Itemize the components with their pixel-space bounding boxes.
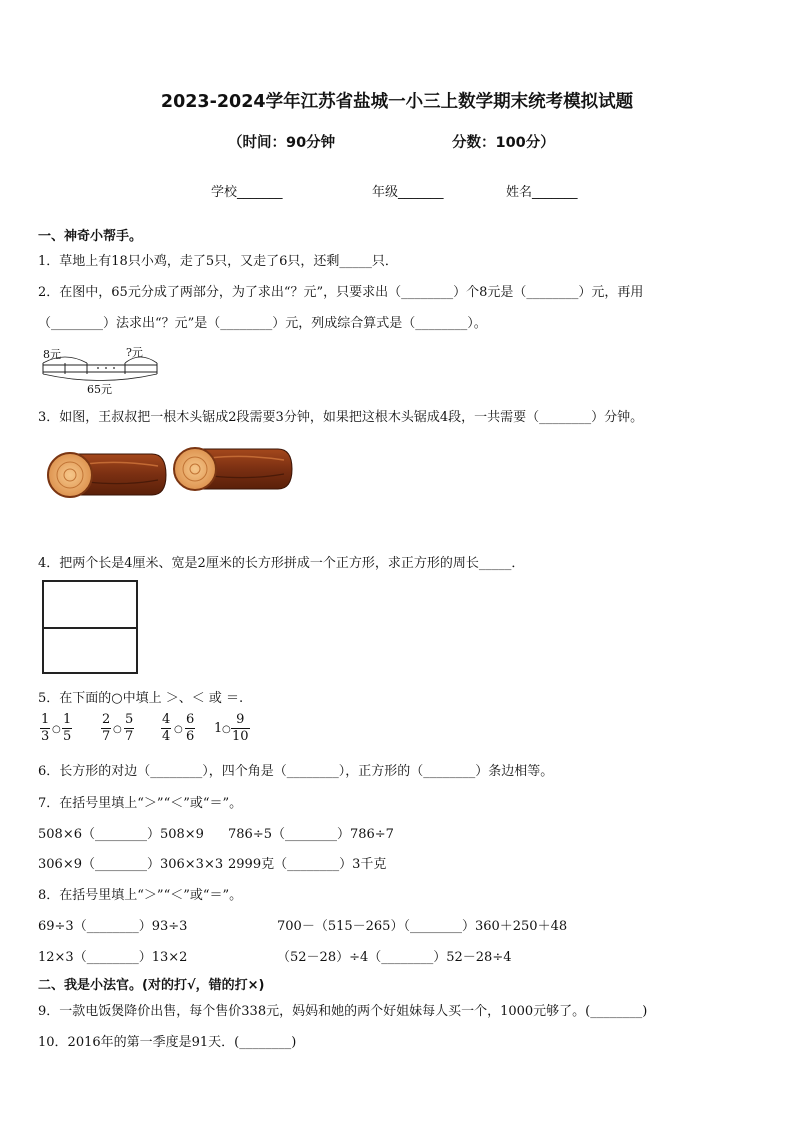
question-9: 9．一款电饭煲降价出售，每个售价338元，妈妈和她的两个好姐妹每人买一个，1000元够了。(________)	[38, 1004, 648, 1019]
question-1: 1．草地上有18只小鸡，走了5只，又走了6只，还剩_____只．	[38, 254, 398, 269]
logs-illustration	[40, 440, 300, 506]
fraction-a2: $\frac{1}{5}$	[63, 712, 72, 744]
compare-circle-d[interactable]: ○	[222, 724, 231, 735]
name-field: 姓名_______	[506, 185, 578, 200]
question-4: 4．把两个长是4厘米、宽是2厘米的长方形拼成一个正方形，求正方形的周长_____．	[38, 556, 525, 571]
question-8-row-1-a: 69÷3（________）93÷3	[38, 919, 188, 934]
question-5: 5．在下面的○中填上 ＞、＜ 或 ＝.	[38, 691, 244, 706]
question-8-row-2-a: 12×3（________）13×2	[38, 950, 188, 965]
segment-diagram	[40, 343, 170, 397]
question-3: 3．如图，王叔叔把一根木头锯成2段需要3分钟，如果把这根木头锯成4段，一共需要（________）分钟。	[38, 410, 644, 425]
question-2-line-1: 2．在图中，65元分成了两部分，为了求出“？元”，只要求出（________）个8元是（________）元，再用	[38, 285, 644, 300]
label-question-yuan: ?元	[126, 346, 143, 359]
question-7: 7．在括号里填上“＞”“＜”或“＝”。	[38, 796, 243, 811]
section-1-heading: 一、神奇小帮手。	[38, 229, 143, 244]
question-7-row-2-a: 306×9（________）306×3×3	[38, 857, 224, 872]
rectangle-top	[42, 580, 138, 629]
whole-number-d1: 1	[214, 721, 223, 736]
exam-title: 2023-2024学年江苏省盐城一小三上数学期末统考模拟试题	[160, 92, 634, 112]
question-8-row-1-b: 700－（515－265）（________）360＋250＋48	[277, 919, 568, 934]
log-left	[48, 453, 166, 497]
question-8-row-2-b: （52－28）÷4（________）52－28÷4	[277, 950, 512, 965]
logs-svg	[40, 440, 300, 506]
question-7-row-2-b: 2999克（________）3千克	[228, 857, 387, 872]
score-label: 分数：100分）	[452, 135, 555, 151]
question-6: 6．长方形的对边（________），四个角是（________），正方形的（________）条边相等。	[38, 764, 554, 779]
section-2-heading: 二、我是小法官。(对的打√，错的打×)	[38, 978, 265, 993]
grade-field: 年级_______	[372, 185, 444, 200]
fraction-b1: $\frac{2}{7}$	[102, 712, 111, 744]
compare-circle-c[interactable]: ○	[174, 724, 183, 735]
fraction-d2: $\frac{9}{10}$	[232, 712, 249, 744]
label-8-yuan: 8元	[43, 348, 61, 361]
school-field: 学校_______	[211, 185, 283, 200]
fraction-a1: $\frac{1}{3}$	[41, 712, 50, 744]
fraction-c2: $\frac{6}{6}$	[186, 712, 195, 744]
log-right	[174, 448, 292, 490]
stacked-rectangles	[42, 580, 137, 676]
fraction-c1: $\frac{4}{4}$	[162, 712, 171, 744]
fraction-b2: $\frac{5}{7}$	[125, 712, 134, 744]
time-label: （时间：90分钟	[228, 135, 336, 151]
brace-total	[43, 374, 157, 381]
question-8: 8．在括号里填上“＞”“＜”或“＝”。	[38, 888, 243, 903]
question-10: 10．2016年的第一季度是91天．(________)	[38, 1035, 297, 1050]
question-2-line-2: （________）法求出“？元”是（________）元，列成综合算式是（________）。	[38, 316, 487, 331]
compare-circle-a[interactable]: ○	[52, 724, 61, 735]
question-7-row-1-b: 786÷5（________）786÷7	[228, 827, 394, 842]
label-65-yuan: 65元	[87, 383, 112, 396]
compare-circle-b[interactable]: ○	[113, 724, 122, 735]
rectangle-bottom	[42, 627, 138, 674]
question-7-row-1-a: 508×6（________）508×9	[38, 827, 204, 842]
